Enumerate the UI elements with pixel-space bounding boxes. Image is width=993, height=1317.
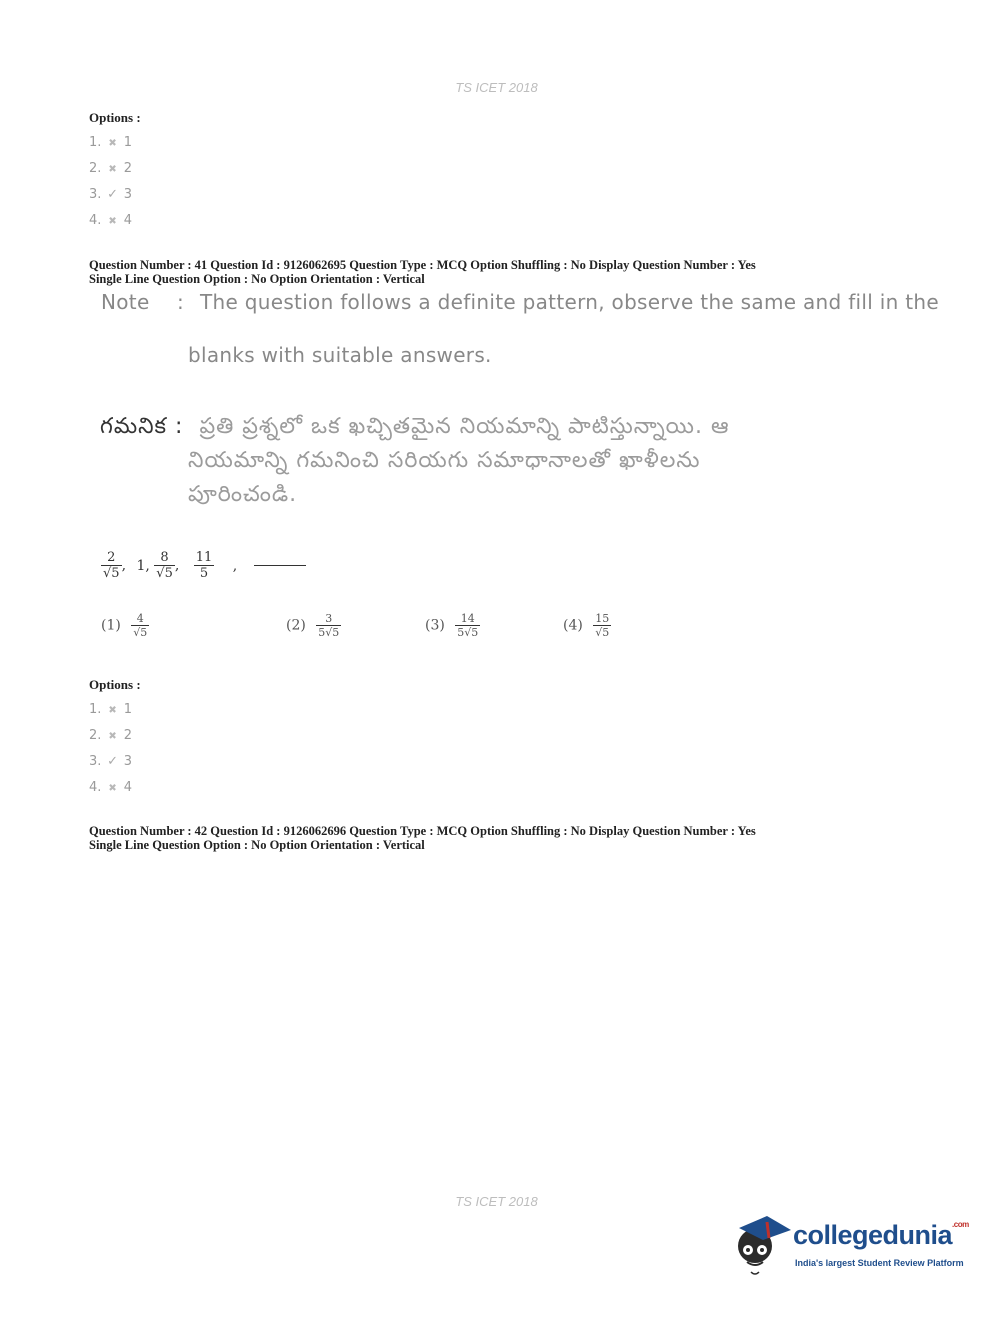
fraction: $\frac{15}{√5}$ xyxy=(595,612,610,639)
check-icon: ✓ xyxy=(107,754,118,769)
option-item: 3. ✓ 3 xyxy=(89,749,141,775)
page-header: TS ICET 2018 xyxy=(455,80,538,95)
option-item: 2. ✖ 2 xyxy=(89,156,141,182)
fraction: $\frac{2}{√5}$ xyxy=(103,550,120,581)
cross-icon: ✖ xyxy=(108,164,117,175)
fraction: $\frac{8}{√5}$ xyxy=(156,550,173,581)
meta-line: Single Line Question Option : No Option Orientation : Vertical xyxy=(89,838,425,852)
sequence-term: 1, xyxy=(136,557,150,574)
cross-icon: ✖ xyxy=(108,138,117,149)
telugu-note xyxy=(100,410,870,512)
fraction: $\frac{11}{5}$ xyxy=(195,550,213,581)
question-meta-42 xyxy=(89,824,756,852)
cross-icon: ✖ xyxy=(108,216,117,227)
note-label: Note xyxy=(101,290,150,314)
option-item: 1. ✖ 1 xyxy=(89,697,141,723)
telugu-note-line: పూరించండి. xyxy=(188,482,298,507)
meta-line: Question Number : 42 Question Id : 9126062696 Question Type : MCQ Option Shuffling : No Display Question Number : Yes xyxy=(89,824,756,838)
answer-choice: (3) $\frac{14}{5√5}$ xyxy=(425,612,479,639)
cross-icon: ✖ xyxy=(108,705,117,716)
option-item: 4. ✖ 4 xyxy=(89,775,141,801)
note-text-continued: blanks with suitable answers. xyxy=(188,343,492,367)
fraction: $\frac{14}{5√5}$ xyxy=(457,612,479,639)
mascot-icon xyxy=(733,1210,793,1278)
note-colon: : xyxy=(177,290,185,314)
answer-choice: (4) $\frac{15}{√5}$ xyxy=(563,612,610,639)
page-footer: TS ICET 2018 xyxy=(455,1194,538,1209)
options-block-top xyxy=(89,110,141,234)
logo-brand: collegedunia xyxy=(793,1220,953,1250)
option-item: 4. ✖ 4 xyxy=(89,208,141,234)
cross-icon: ✖ xyxy=(108,731,117,742)
logo-suffix: .com xyxy=(952,1220,969,1229)
options-title: Options : xyxy=(89,110,141,125)
meta-line: Question Number : 41 Question Id : 9126062695 Question Type : MCQ Option Shuffling : No Display Question Number : Yes xyxy=(89,258,756,272)
option-item: 3. ✓ 3 xyxy=(89,182,141,208)
logo-tagline: India's largest Student Review Platform xyxy=(795,1258,964,1268)
options-block-q41 xyxy=(89,677,141,801)
options-title: Options : xyxy=(89,677,141,692)
option-item: 1. ✖ 1 xyxy=(89,130,141,156)
answer-choice: (1) $\frac{4}{√5}$ xyxy=(101,612,148,639)
meta-line: Single Line Question Option : No Option Orientation : Vertical xyxy=(89,272,425,286)
answer-blank xyxy=(254,565,306,566)
number-sequence: $\frac{2}{√5}$ , 1, $\frac{8}{√5}$ , $\frac{11}{5}$ , xyxy=(101,550,306,581)
telugu-note-line: ప్రతి ప్రశ్నలో ఒక ఖచ్చితమైన నియమాన్ని పాటిస్తున్నాయి. ఆ xyxy=(199,414,730,439)
answer-choice: (2) $\frac{3}{5√5}$ xyxy=(286,612,340,639)
check-icon: ✓ xyxy=(107,187,118,202)
question-meta-41 xyxy=(89,258,756,286)
collegedunia-logo xyxy=(733,1210,969,1280)
option-item: 2. ✖ 2 xyxy=(89,723,141,749)
note-text: The question follows a definite pattern, observe the same and fill in the xyxy=(200,290,939,314)
cross-icon: ✖ xyxy=(108,783,117,794)
telugu-note-line: నియమాన్ని గమనించి సరియగు సమాధానాలతో ఖాళీలను xyxy=(188,448,701,473)
fraction: $\frac{4}{√5}$ xyxy=(133,612,148,639)
fraction: $\frac{3}{5√5}$ xyxy=(318,612,340,639)
telugu-note-label: గమనిక : xyxy=(100,414,184,439)
